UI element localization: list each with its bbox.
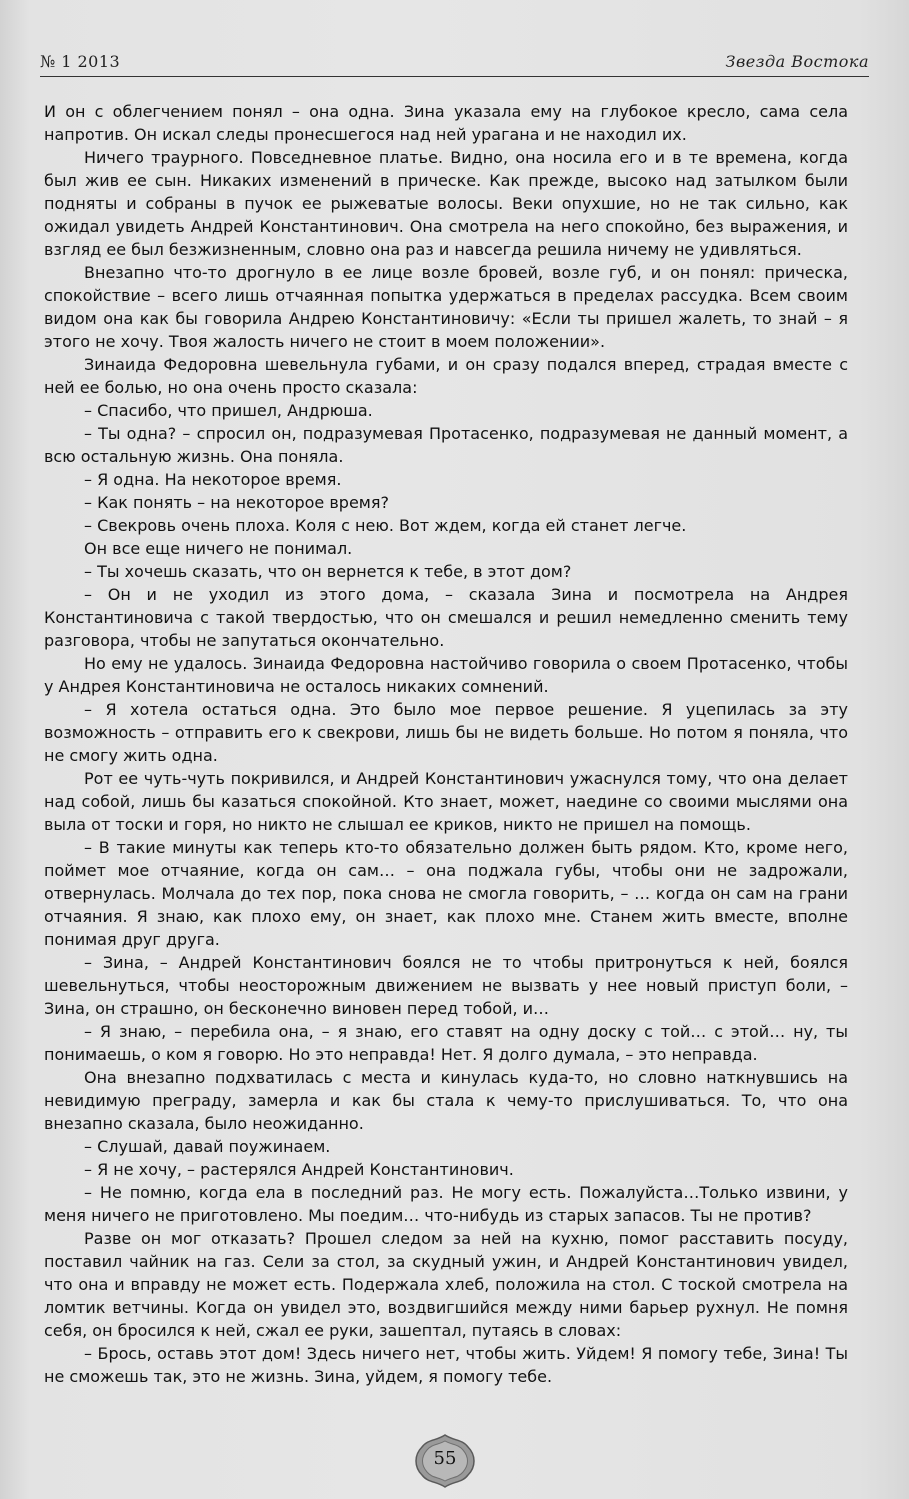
issue-number: № 1 2013 xyxy=(40,52,121,71)
paragraph: – Спасибо, что пришел, Андрюша. xyxy=(84,401,373,420)
paragraph: – Свекровь очень плоха. Коля с нею. Вот ждем, когда ей станет легче. xyxy=(84,516,687,535)
paragraph: – Я одна. На некоторое время. xyxy=(84,470,342,489)
paragraph: Но ему не удалось. Зинаида Федоровна настойчиво говорила о своем Протасенко, чтобы у Андрея Константиновича не осталось никаких сомнений. xyxy=(44,654,848,696)
paragraph: Внезапно что-то дрогнуло в ее лице возле бровей, возле губ, и он понял: прическа, спокойствие – всего лишь отчаянная попытка удержаться в пределах рассудка. Всем своим видом она как бы говорила Андрею Константиновичу: «Если ты пришел жалеть, то знай – я этого не хочу. Твоя жалость ничего не стоит в моем положении». xyxy=(44,263,848,351)
paragraph: Зинаида Федоровна шевельнула губами, и он сразу подался вперед, страдая вместе с ней ее болью, но она очень просто сказала: xyxy=(44,355,848,397)
page-number-ornament xyxy=(412,1433,478,1489)
paragraph: – Он и не уходил из этого дома, – сказала Зина и посмотрела на Андрея Константиновича с такой твердостью, что он смешался и решил немедленно сменить тему разговора, чтобы не запутаться окончательно. xyxy=(44,585,848,650)
journal-title: Звезда Востока xyxy=(725,52,869,71)
paragraph: – Слушай, давай поужинаем. xyxy=(84,1137,331,1156)
paragraph: – Ты одна? – спросил он, подразумевая Протасенко, подразумевая не данный момент, а всю остальную жизнь. Она поняла. xyxy=(44,424,848,466)
paragraph: – Брось, оставь этот дом! Здесь ничего нет, чтобы жить. Уйдем! Я помогу тебе, Зина! Ты не сможешь так, это не жизнь. Зина, уйдем, я помогу тебе. xyxy=(44,1344,848,1386)
paragraph: – Как понять – на некоторое время? xyxy=(84,493,389,512)
paragraph: Он все еще ничего не понимал. xyxy=(84,539,353,558)
paragraph: – Ты хочешь сказать, что он вернется к тебе, в этот дом? xyxy=(84,562,572,581)
paragraph: Ничего траурного. Повседневное платье. Видно, она носила его и в те времена, когда был жив ее сын. Никаких изменений в прическе. Как прежде, высоко над затылком были подняты и собраны в пучок ее рыжеватые волосы. Веки опухшие, но не так сильно, как ожидал увидеть Андрей Константинович. Она смотрела на него спокойно, без выражения, и взгляд ее был безжизненным, словно она раз и навсегда решила ничему не удивляться. xyxy=(44,148,848,259)
paragraph: – Зина, – Андрей Константинович боялся не то чтобы притронуться к ней, боялся шевельнуться, чтобы неосторожным движением не вызвать у нее новый приступ боли, – Зина, он страшно, он бесконечно виновен перед тобой, и… xyxy=(44,953,848,1018)
paragraph: – В такие минуты как теперь кто-то обязательно должен быть рядом. Кто, кроме него, поймет мое отчаяние, когда он сам… – она поджала губы, чтобы они не задрожали, отвернулась. Молчала до тех пор, пока снова не смогла говорить, – … когда он сам на грани отчаяния. Я знаю, как плохо ему, он знает, как плохо мне. Станем жить вместе, вполне понимая друг друга. xyxy=(44,838,848,949)
running-header xyxy=(40,50,869,77)
paragraph: Рот ее чуть-чуть покривился, и Андрей Константинович ужаснулся тому, что она делает над собой, лишь бы казаться спокойной. Кто знает, может, наедине со своими мыслями она выла от тоски и горя, но никто не слышал ее криков, никто не пришел на помощь. xyxy=(44,769,848,834)
page-number: 55 xyxy=(433,1448,457,1469)
paragraph: Она внезапно подхватилась с места и кинулась куда-то, но словно наткнувшись на невидимую преграду, замерла и как бы стала к чему-то прислушиваться. То, что она внезапно сказала, было неожиданно. xyxy=(44,1068,848,1133)
paragraph: – Я не хочу, – растерялся Андрей Константинович. xyxy=(84,1160,514,1179)
paragraph: И он с облегчением понял – она одна. Зина указала ему на глубокое кресло, сама села напротив. Он искал следы пронесшегося над ней урагана и не находил их. xyxy=(44,102,848,144)
article-body xyxy=(44,100,848,1388)
paragraph: – Не помню, когда ела в последний раз. Не могу есть. Пожалуйста…Только извини, у меня ничего не приготовлено. Мы поедим… что-нибудь из старых запасов. Ты не против? xyxy=(44,1183,848,1225)
paragraph: – Я знаю, – перебила она, – я знаю, его ставят на одну доску с той… с этой… ну, ты понимаешь, о ком я говорю. Но это неправда! Нет. Я долго думала, – это неправда. xyxy=(44,1022,848,1064)
paragraph: Разве он мог отказать? Прошел следом за ней на кухню, помог расставить посуду, поставил чайник на газ. Сели за стол, за скудный ужин, и Андрей Константинович увидел, что она и вправду не может есть. Подержала хлеб, положила на стол. С тоской смотрела на ломтик ветчины. Когда он увидел это, воздвигшийся между ними барьер рухнул. Не помня себя, он бросился к ней, сжал ее руки, зашептал, путаясь в словах: xyxy=(44,1229,848,1340)
paragraph: – Я хотела остаться одна. Это было мое первое решение. Я уцепилась за эту возможность – отправить его к свекрови, лишь бы не видеть больше. Но потом я поняла, что не смогу жить одна. xyxy=(44,700,848,765)
